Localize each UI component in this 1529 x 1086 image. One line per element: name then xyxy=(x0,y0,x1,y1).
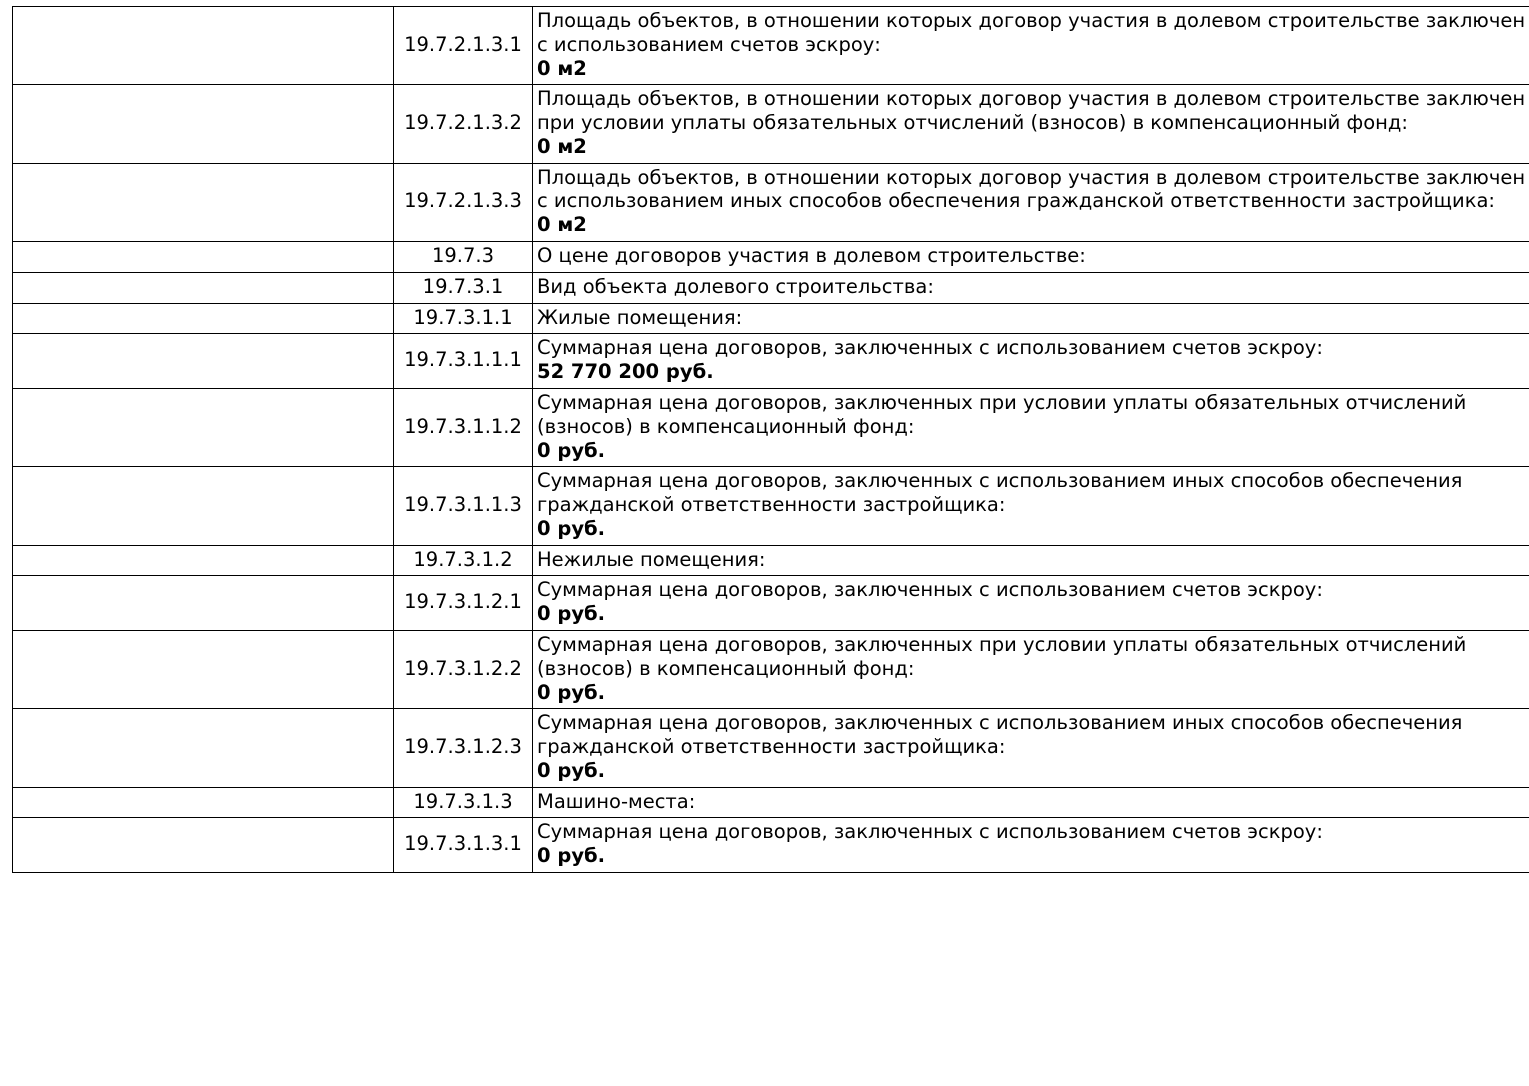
table-body xyxy=(13,7,1529,873)
row-value: 0 м2 xyxy=(537,135,1529,159)
table-row xyxy=(13,467,1529,545)
row-spacer-cell xyxy=(13,334,394,389)
row-text: Суммарная цена договоров, заключенных с использованием счетов эскроу: xyxy=(537,578,1529,602)
row-code: 19.7.3.1 xyxy=(394,272,533,303)
row-text: Суммарная цена договоров, заключенных с использованием счетов эскроу: xyxy=(537,336,1529,360)
row-spacer-cell xyxy=(13,303,394,334)
row-content xyxy=(533,272,1529,303)
table-row xyxy=(13,630,1529,708)
row-text: Суммарная цена договоров, заключенных при условии уплаты обязательных отчислений (взносов) в компенсационный фонд: xyxy=(537,633,1529,681)
row-spacer-cell xyxy=(13,272,394,303)
row-spacer-cell xyxy=(13,630,394,708)
row-code: 19.7.3.1.2.1 xyxy=(394,576,533,631)
row-code: 19.7.2.1.3.3 xyxy=(394,163,533,241)
row-code: 19.7.3 xyxy=(394,242,533,273)
row-value: 0 руб. xyxy=(537,681,1529,705)
row-code: 19.7.3.1.2.2 xyxy=(394,630,533,708)
row-spacer-cell xyxy=(13,242,394,273)
row-code: 19.7.3.1.1.1 xyxy=(394,334,533,389)
row-spacer-cell xyxy=(13,85,394,163)
row-spacer-cell xyxy=(13,163,394,241)
row-content xyxy=(533,242,1529,273)
row-content xyxy=(533,163,1529,241)
row-text: Жилые помещения: xyxy=(537,306,1529,330)
table-row xyxy=(13,242,1529,273)
row-text: Площадь объектов, в отношении которых договор участия в долевом строительстве заключен при условии уплаты обязательных отчислений (взносов) в компенсационный фонд: xyxy=(537,87,1529,135)
table-row xyxy=(13,303,1529,334)
row-value: 0 руб. xyxy=(537,844,1529,868)
table-row xyxy=(13,787,1529,818)
row-text: Машино-места: xyxy=(537,790,1529,814)
declaration-table xyxy=(12,6,1529,873)
table-row xyxy=(13,85,1529,163)
row-content xyxy=(533,576,1529,631)
row-code: 19.7.3.1.1.3 xyxy=(394,467,533,545)
row-value: 0 руб. xyxy=(537,517,1529,541)
row-text: Суммарная цена договоров, заключенных при условии уплаты обязательных отчислений (взносов) в компенсационный фонд: xyxy=(537,391,1529,439)
row-spacer-cell xyxy=(13,576,394,631)
row-code: 19.7.3.1.1.2 xyxy=(394,388,533,466)
row-spacer-cell xyxy=(13,388,394,466)
row-content xyxy=(533,709,1529,787)
row-spacer-cell xyxy=(13,7,394,85)
table-row xyxy=(13,388,1529,466)
table-row xyxy=(13,818,1529,873)
table-row xyxy=(13,709,1529,787)
row-content xyxy=(533,7,1529,85)
table-row xyxy=(13,7,1529,85)
row-code: 19.7.2.1.3.2 xyxy=(394,85,533,163)
row-value: 0 руб. xyxy=(537,602,1529,626)
row-spacer-cell xyxy=(13,787,394,818)
row-content xyxy=(533,787,1529,818)
row-content xyxy=(533,467,1529,545)
row-value: 0 руб. xyxy=(537,439,1529,463)
row-code: 19.7.3.1.3 xyxy=(394,787,533,818)
table-row xyxy=(13,334,1529,389)
row-text: Суммарная цена договоров, заключенных с использованием иных способов обеспечения гражданской ответственности застройщика: xyxy=(537,469,1529,517)
row-value: 0 руб. xyxy=(537,759,1529,783)
row-content xyxy=(533,818,1529,873)
row-text: Площадь объектов, в отношении которых договор участия в долевом строительстве заключен с использованием счетов эскроу: xyxy=(537,9,1529,57)
row-text: Вид объекта долевого строительства: xyxy=(537,275,1529,299)
row-text: Суммарная цена договоров, заключенных с использованием счетов эскроу: xyxy=(537,820,1529,844)
document-page xyxy=(0,6,1529,1086)
row-code: 19.7.3.1.2 xyxy=(394,545,533,576)
row-content xyxy=(533,334,1529,389)
row-spacer-cell xyxy=(13,709,394,787)
row-spacer-cell xyxy=(13,467,394,545)
table-row xyxy=(13,576,1529,631)
row-value: 0 м2 xyxy=(537,57,1529,81)
row-content xyxy=(533,85,1529,163)
row-text: Площадь объектов, в отношении которых договор участия в долевом строительстве заключен с использованием иных способов обеспечения гражданской ответственности застройщика: xyxy=(537,166,1529,214)
table-row xyxy=(13,545,1529,576)
row-content xyxy=(533,388,1529,466)
table-row xyxy=(13,272,1529,303)
row-code: 19.7.3.1.2.3 xyxy=(394,709,533,787)
row-content xyxy=(533,303,1529,334)
row-value: 52 770 200 руб. xyxy=(537,360,1529,384)
row-spacer-cell xyxy=(13,818,394,873)
row-code: 19.7.3.1.1 xyxy=(394,303,533,334)
row-code: 19.7.2.1.3.1 xyxy=(394,7,533,85)
row-spacer-cell xyxy=(13,545,394,576)
row-text: О цене договоров участия в долевом строительстве: xyxy=(537,244,1529,268)
row-code: 19.7.3.1.3.1 xyxy=(394,818,533,873)
row-content xyxy=(533,545,1529,576)
row-text: Нежилые помещения: xyxy=(537,548,1529,572)
table-row xyxy=(13,163,1529,241)
row-content xyxy=(533,630,1529,708)
row-text: Суммарная цена договоров, заключенных с использованием иных способов обеспечения гражданской ответственности застройщика: xyxy=(537,711,1529,759)
row-value: 0 м2 xyxy=(537,213,1529,237)
